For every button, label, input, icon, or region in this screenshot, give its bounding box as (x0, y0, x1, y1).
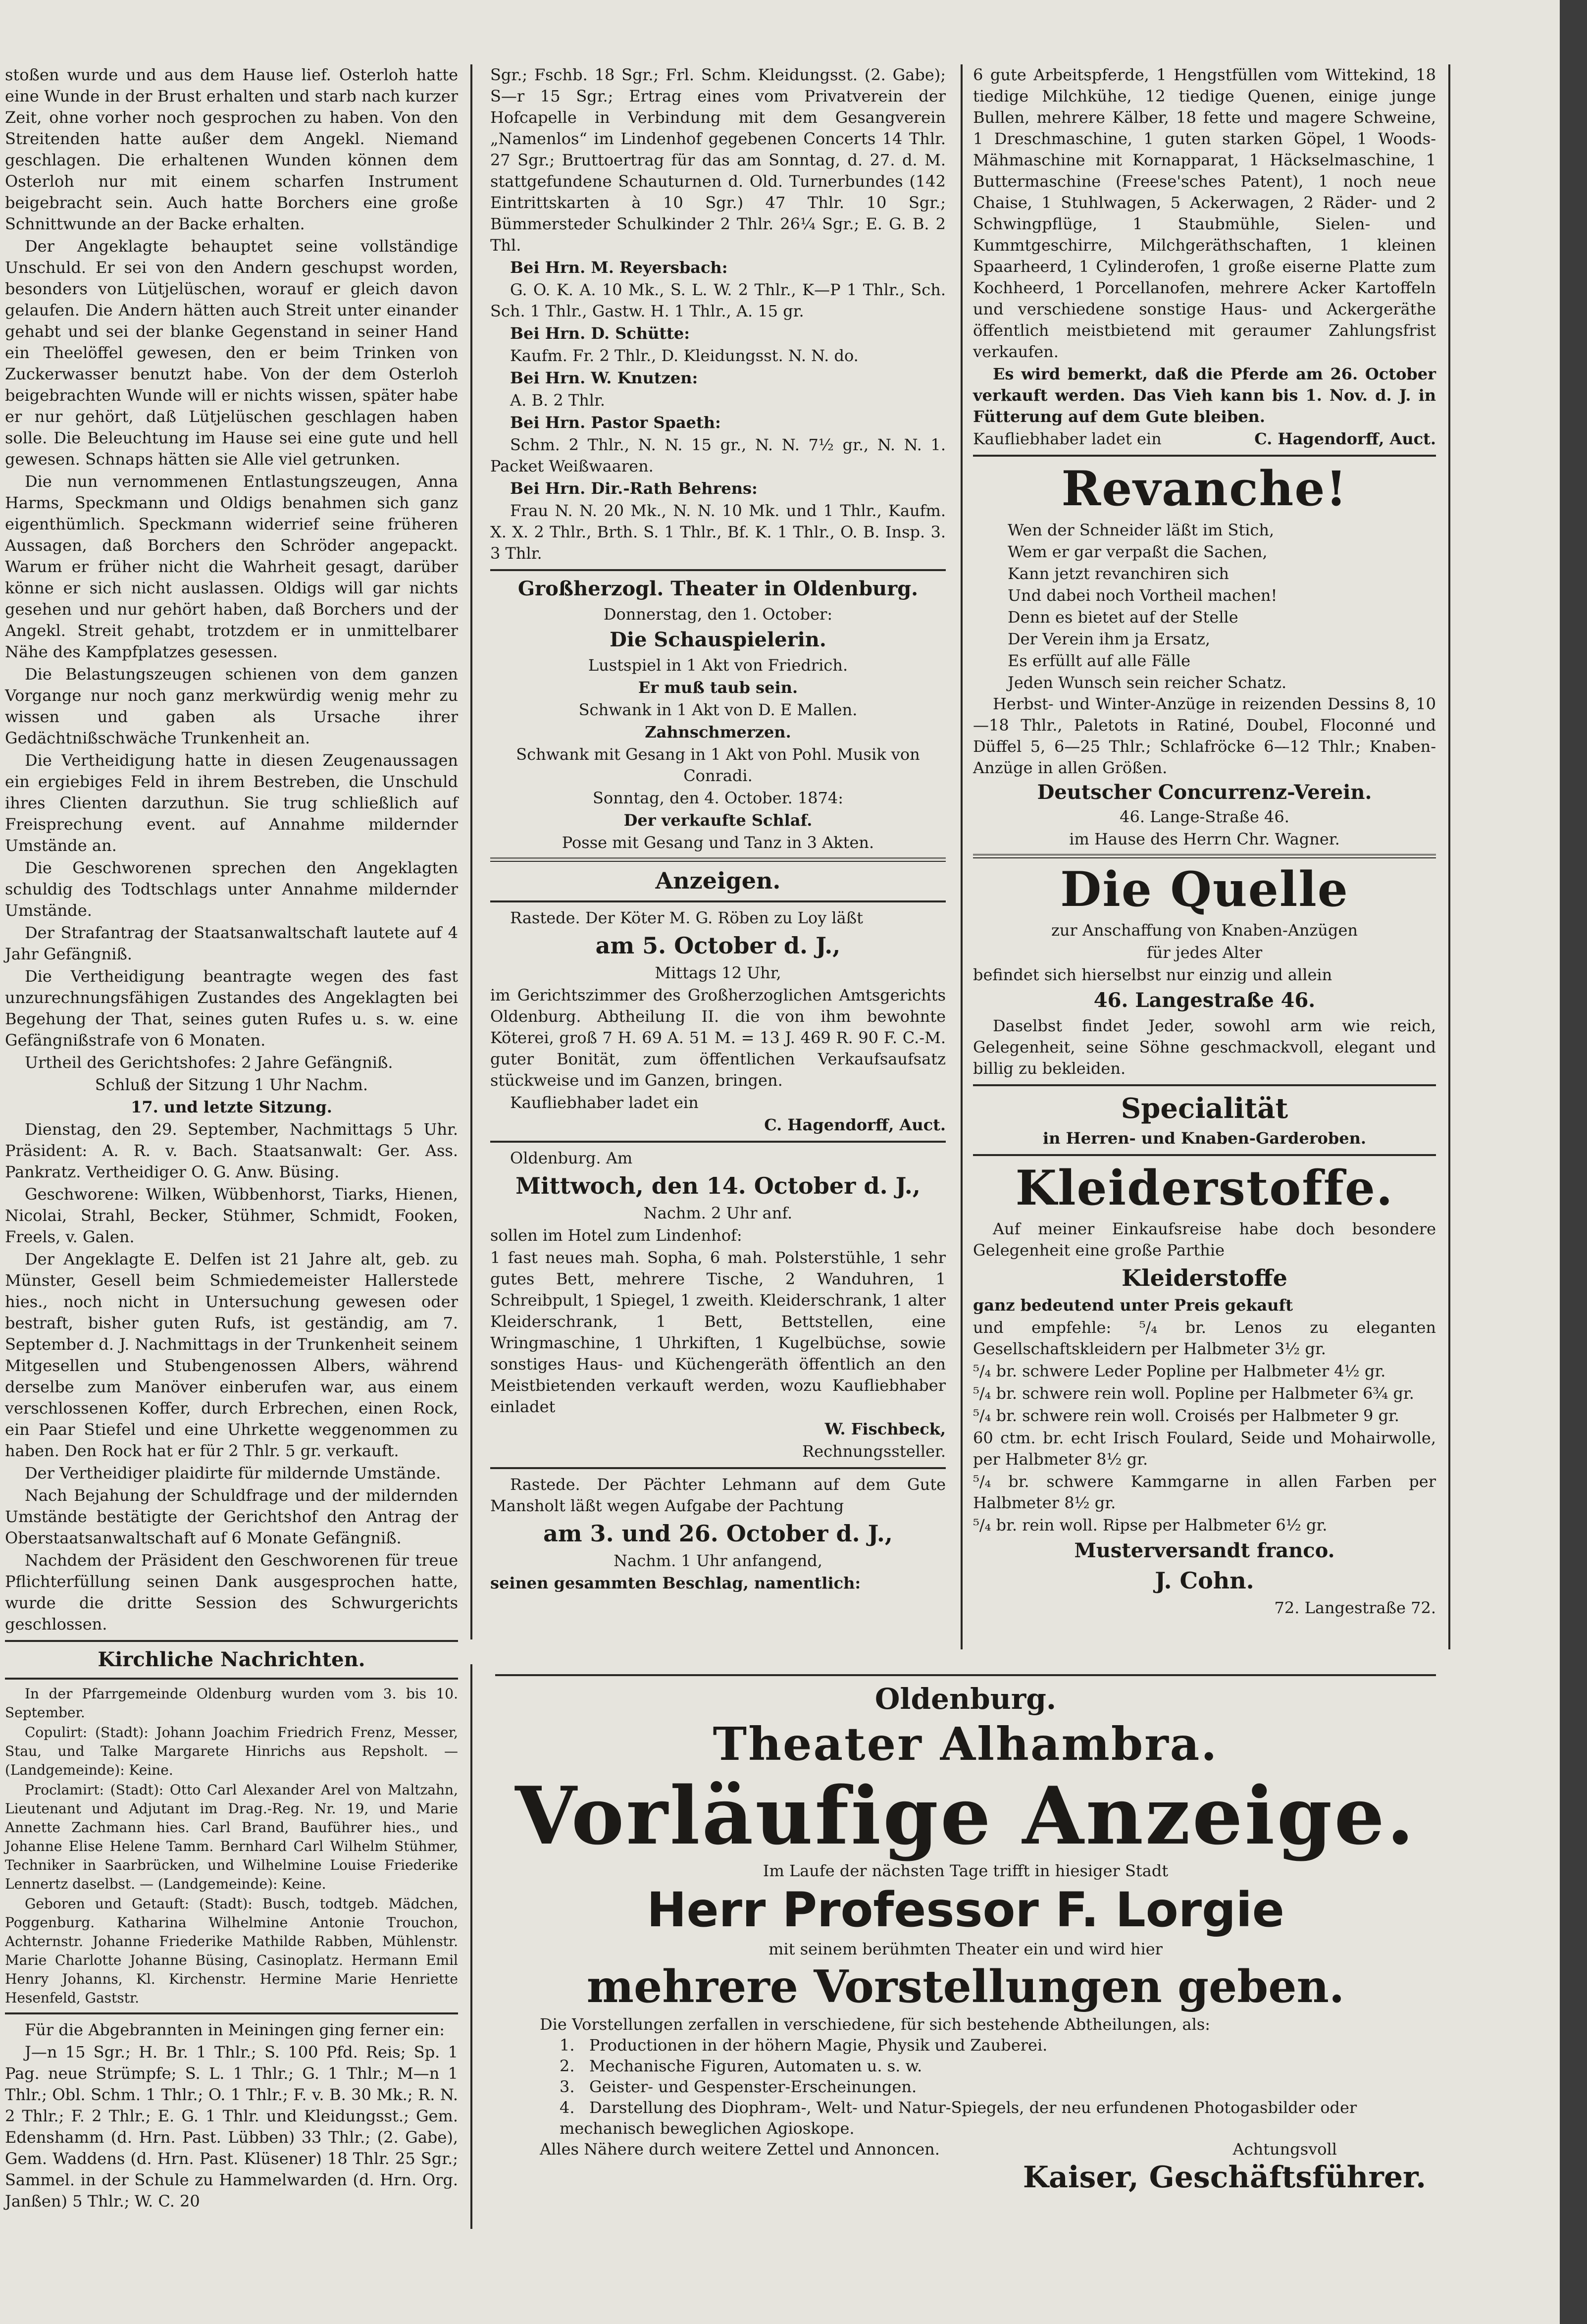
section-divider (490, 857, 946, 862)
trial-paragraph: Die Geschworenen sprechen den Angeklagten schuldig des Todtschlags unter Annahme mildernder Umstände. (5, 858, 458, 920)
fire-appeal-list: J—n 15 Sgr.; H. Br. 1 Thlr.; S. 100 Pfd. Reis; Sp. 1 Pag. neue Strümpfe; S. L. 1 Thlr.; G. 1 Thlr.; M—n 1 Thlr.; Obl. Schm. 1 Thlr.; O. 1 Thlr.; F. v. B. 30 Mk.; R. N. 2 Thlr.; F. 2 Thlr.; E. G. 1 Thlr. und Kleidungsst.; Gem. Edenshamm (d. Hrn. Past. Lübben) 33 Thlr.; (2. Gabe), Gem. Waddens (d. Hrn. Past. Klüsener) 18 Thlr. 25 Sgr.; Sammel. in der Schule zu Hammelwarden (d. Hrn. Org. Janßen) 5 Thlr.; W. C. 20 (5, 2043, 458, 2211)
ad-date: am 5. October d. J., (595, 932, 841, 959)
page-edge (1560, 0, 1587, 2324)
play-subtitle: Posse mit Gesang und Tanz in 3 Akten. (562, 833, 874, 852)
donation-paragraph: A. B. 2 Thlr. (510, 391, 605, 410)
play-title: Er muß taub sein. (638, 678, 798, 697)
item-number: 4. (560, 2098, 575, 2117)
section-divider (495, 1674, 1436, 1676)
ad-text: Herbst- und Winter-Anzüge in reizenden Dessins 8, 10—18 Thlr., Paletots in Ratiné, Doubel, Floconné und Düffel 5, 6—25 Thlr.; Schlafröcke 6—12 Thlr.; Knaben-Anzüge in allen Größen. (973, 694, 1436, 777)
donation-collector: Bei Hrn. M. Reyersbach: (510, 258, 728, 277)
item-text: Mechanische Figuren, Automaten u. s. w. (589, 2057, 922, 2075)
ad-subheadline: mehrere Vorstellungen geben. (586, 1960, 1345, 2013)
column-rule (470, 64, 472, 1639)
venue-title: Theater Alhambra. (713, 1717, 1219, 1771)
quelle-title: Die Quelle (1060, 861, 1349, 917)
church-paragraph: Geboren und Getauft: (Stadt): Busch, todtgeb. Mädchen, Poggenburg. Katharina Wilhelmine Antonie Trouchon, Achternstr. Johanne Friederike Mathilde Rabben, Mühlenstr. Marie Charlotte Johanne Büsing, Casinoplatz. Hermann Emil Henry Johanns, Kl. Kirchenstr. Hermine Marie Henriette Hesenfeld, Gaststr. (5, 1896, 458, 2006)
church-news-title: Kirchliche Nachrichten. (98, 1648, 365, 1671)
column-left (5, 64, 458, 2211)
price-item: ⁵/₄ br. schwere rein woll. Popline per Halbmeter 6¾ gr. (973, 1384, 1414, 1403)
dress-fabrics-title: Kleiderstoffe. (1015, 1160, 1394, 1216)
section-divider (973, 854, 1436, 858)
program-item (495, 2035, 1436, 2056)
ad-signature: C. Hagendorff, Auct. (1254, 429, 1436, 448)
trial-paragraph: Der Angeklagte behauptet seine vollständige Unschuld. Er sei von den Andern geschupst worden, besonders von Lütjelüschen, worauf er gleich davon gelaufen. Die Andern hätten auch Streit unter einander gehabt und sei der blanke Gegenstand in seiner Hand ein Theelöffel gewesen, den er beim Trinken von Zuckerwasser benutzt habe. Von der dem Osterloh beigebrachten Wunde will er nichts wissen, später habe er nur gehört, daß Lütjelüschen geschlagen haben solle. Die Beleuchtung im Hause sei eine gute und hell gewesen. Schnaps hätten sie Alle viel getrunken. (5, 237, 458, 469)
trial-paragraph: Urtheil des Gerichtshofes: 2 Jahre Gefängniß. (25, 1053, 393, 1072)
trial-paragraph: Geschworene: Wilken, Wübbenhorst, Tiarks, Hienen, Nicolai, Strahl, Becker, Stühmer, Schmidt, Fooken, Freels, v. Galen. (5, 1185, 458, 1246)
column-middle (490, 64, 946, 1674)
ad-regards: Achtungsvoll (1232, 2140, 1337, 2159)
church-paragraph: Proclamirt: (Stadt): Otto Carl Alexander Arel von Maltzahn, Lieutenant und Adjutant im Drag.-Reg. Nr. 19, und Marie Annette Zachmann hies. Carl Brand, Bauführer hies., und Johanne Elise Helene Tamm. Bernhard Carl Wilhelm Stühmer, Techniker in Saarbrücken, und Wilhelmine Louise Friederike Lennertz daselbst. — (Landgemeinde): Keine. (5, 1782, 458, 1892)
ad-text: sollen im Hotel zum Lindenhof: (490, 1226, 742, 1245)
ad-signature-line (973, 428, 1436, 450)
price-item: ⁵/₄ br. rein woll. Ripse per Halbmeter 6½ gr. (973, 1516, 1328, 1534)
ad-text: Rastede. Der Köter M. G. Röben zu Loy läßt (510, 908, 863, 927)
ad-text: ganz bedeutend unter Preis gekauft (973, 1296, 1293, 1315)
poem-line: Es erfüllt auf alle Fälle (1008, 651, 1191, 670)
price-item: ⁵/₄ br. schwere rein woll. Croisés per Halbmeter 9 gr. (973, 1406, 1399, 1425)
ad-text: Im Laufe der nächsten Tage trifft in hiesiger Stadt (763, 1861, 1169, 1880)
ad-signature: W. Fischbeck, (824, 1420, 946, 1438)
play-subtitle: Schwank mit Gesang in 1 Akt von Pohl. Musik von Conradi. (516, 745, 920, 785)
donation-paragraph: G. O. K. A. 10 Mk., S. L. W. 2 Thlr., K—P 1 Thlr., Sch. Sch. 1 Thlr., Gastw. H. 1 Thlr., A. 15 gr. (490, 280, 946, 320)
donation-collector: Bei Hrn. Pastor Spaeth: (510, 413, 721, 432)
price-item: und empfehle: ⁵/₄ br. Lenos zu eleganten Gesellschaftskleidern per Halbmeter 3½ gr. (973, 1318, 1436, 1358)
column-right (973, 64, 1436, 1674)
item-text: Geister- und Gespenster-Erscheinungen. (589, 2077, 917, 2096)
theatre-title: Großherzogl. Theater in Oldenburg. (517, 577, 919, 600)
section-divider (490, 569, 946, 571)
ad-text: im Gerichtszimmer des Großherzoglichen Amtsgerichts Oldenburg. Abtheilung II. die von ihm bewohnte Köterei, groß 7 H. 69 A. 51 M. = 13 J. 469 R. 90 F. C.-M. guter Bonität, zum öffentlichen Verkaufsaufsatz stückweise und im Ganzen, bringen. (490, 986, 946, 1090)
play-title: Die Schauspielerin. (610, 628, 826, 651)
trial-paragraph: Die Vertheidigung beantragte wegen des fast unzurechnungsfähigen Zustandes des Angeklagten bei Begehung der That, seines guten Rufes u. s. w. eine Gefängnißstrafe von 6 Monaten. (5, 967, 458, 1050)
session-title: 17. und letzte Sitzung. (131, 1098, 332, 1116)
column-rule (1448, 64, 1450, 1649)
section-divider (5, 1678, 458, 1680)
play-title: Zahnschmerzen. (645, 723, 791, 741)
program-item (495, 2076, 1436, 2097)
section-divider (973, 1154, 1436, 1156)
ad-text: Die Vorstellungen zerfallen in verschiedene, für sich bestehende Abtheilungen, als: (540, 2015, 1211, 2034)
merchant-name: J. Cohn. (1155, 1567, 1254, 1594)
trial-paragraph: Schluß der Sitzung 1 Uhr Nachm. (95, 1075, 368, 1094)
ad-headline: Vorläufige Anzeige. (515, 1769, 1416, 1862)
price-item: 60 ctm. br. echt Irisch Foulard, Seide und Mohairwolle, per Halbmeter 8½ gr. (973, 1428, 1436, 1469)
poem-line: Wen der Schneider läßt im Stich, (1008, 521, 1275, 539)
section-divider (5, 2012, 458, 2014)
firm-address: 46. Lange-Straße 46. (1120, 807, 1289, 826)
ad-date: Mittwoch, den 14. October d. J., (515, 1172, 921, 1199)
price-item: ⁵/₄ br. schwere Kammgarne in allen Farben per Halbmeter 8½ gr. (973, 1472, 1436, 1512)
section-divider (5, 1640, 458, 1642)
ad-signature: C. Hagendorff, Auct. (764, 1115, 946, 1134)
ad-text: mit seinem berühmten Theater ein und wird hier (768, 1940, 1163, 1958)
ad-date: am 3. und 26. October d. J., (543, 1520, 893, 1547)
merchant-address: 72. Langestraße 72. (1274, 1598, 1436, 1617)
section-divider (490, 1467, 946, 1469)
ad-text: Rastede. Der Pächter Lehmann auf dem Gute Mansholt läßt wegen Aufgabe der Pachtung (490, 1475, 946, 1515)
ad-text: Oldenburg. Am (510, 1149, 633, 1167)
donation-collector: Bei Hrn. Dir.-Rath Behrens: (510, 479, 758, 498)
column-rule (470, 1664, 472, 2229)
trial-paragraph: Nach Bejahung der Schuldfrage und der mildernden Umstände bestätigte der Gerichtshof den Antrag der Oberstaatsanwaltschaft auf 6 Monate Gefängniß. (5, 1486, 458, 1547)
program-item (495, 2097, 1436, 2139)
poem-line: Der Verein ihm ja Ersatz, (1008, 630, 1210, 648)
address-heading: 46. Langestraße 46. (1093, 989, 1316, 1012)
poem-line: Und dabei noch Vortheil machen! (1008, 586, 1278, 605)
ad-text: befindet sich hierselbst nur einzig und allein (973, 965, 1332, 984)
trial-paragraph: Die Belastungszeugen schienen von dem ganzen Vorgange nur noch ganz merkwürdig wenig mehr zu wissen und gaben als Ursache ihrer Gedächtnißschwäche Trunkenheit an. (5, 665, 458, 747)
alhambra-advertisement (495, 1669, 1436, 2224)
firm-address: im Hause des Herrn Chr. Wagner. (1069, 830, 1340, 848)
ad-text: 6 gute Arbeitspferde, 1 Hengstfüllen vom Wittekind, 18 tiedige Milchkühe, 12 tiedige Quenen, einige junge Bullen, mehrere Kälber, 18 fette und magere Schweine, 1 Dreschmaschine, 1 guten starken Göpel, 1 Woods-Mähmaschine mit Kornapparat, 1 Häckselmaschine, 1 Buttermaschine (Freese'sches Patent), 1 noch neue Chaise, 1 Stuhlwagen, 5 Ackerwagen, 2 Räder- und 2 Schwingpflüge, 1 Staubmühle, Sielen- und Kummtgeschirre, Milchgeräthschaften, 1 kleinen Spaarheerd, 1 Cylinderofen, 1 große eiserne Platte zum Kochheerd, 1 Porcellanofen, mehrere Acker Kartoffeln und verschiedene sonstige Haus- und Ackergeräthe öffentlich meistbietend mit geraumer Zahlungsfrist verkaufen. (973, 65, 1436, 361)
poem-line: Wem er gar verpaßt die Sachen, (1008, 542, 1268, 561)
fire-appeal-heading: Für die Abgebrannten in Meiningen ging ferner ein: (25, 2020, 445, 2039)
ad-city: Oldenburg. (874, 1682, 1057, 1716)
trial-paragraph: Nachdem der Präsident den Geschworenen für treue Pflichterfüllung seinen Dank ausgesprochen hatte, wurde die dritte Session des Schwurgerichts geschlossen. (5, 1551, 458, 1634)
ad-note: Es wird bemerkt, daß die Pferde am 26. October verkauft werden. Das Vieh kann bis 1. Nov. d. J. in Fütterung auf dem Gute bleiben. (973, 365, 1436, 426)
poem-line: Denn es bietet auf der Stelle (1008, 608, 1238, 627)
item-text: Darstellung des Diophram-, Welt- und Natur-Spiegels, der neu erfundenen Photogasbilder oder mechanisch beweglichen Agioskope. (560, 2098, 1357, 2138)
poem-line: Kann jetzt revanchiren sich (1008, 564, 1229, 583)
ad-text: Daselbst findet Jeder, sowohl arm wie reich, Gelegenheit, seine Söhne geschmackvoll, elegant und billig zu bekleiden. (973, 1016, 1436, 1078)
ads-title: Anzeigen. (655, 867, 781, 894)
donation-paragraph: Sgr.; Fschb. 18 Sgr.; Frl. Schm. Kleidungsst. (2. Gabe); S—r 15 Sgr.; Ertrag eines vom Privatverein der Hofcapelle in Verbindung mit dem Gesangverein „Namenlos“ im Lindenhof gegebenen Concerts 14 Thlr. 27 Sgr.; Bruttoertrag für das am Sonntag, d. 27. d. M. stattgefundene Schauturnen d. Old. Turnerbundes (142 Eintrittskarten à 10 Sgr.) 47 Thlr. 10 Sgr.; Bümmersteder Schulkinder 2 Thlr. 26¼ Sgr.; E. G. B. 2 Thl. (490, 65, 946, 255)
section-divider (490, 900, 946, 902)
theatre-date: Donnerstag, den 1. October: (603, 605, 833, 624)
ad-text: Auf meiner Einkaufsreise habe doch besondere Gelegenheit eine große Parthie (973, 1219, 1436, 1260)
performer-name: Herr Professor F. Lorgie (647, 1882, 1284, 1938)
trial-paragraph: Der Strafantrag der Staatsanwaltschaft lautete auf 4 Jahr Gefängniß. (5, 923, 458, 963)
revanche-title: Revanche! (1061, 461, 1348, 517)
section-divider (973, 455, 1436, 457)
item-number: 2. (560, 2057, 575, 2075)
donation-collector: Bei Hrn. D. Schütte: (510, 324, 690, 343)
ad-text: 1 fast neues mah. Sopha, 6 mah. Polsterstühle, 1 sehr gutes Bett, mehrere Tische, 2 Wanduhren, 1 Schreibpult, 1 Spiegel, 1 zweith. Kleiderschrank, 1 alter Kleiderschrank, 1 Bett, Bettstellen, eine Wringmaschine, 1 Uhrkiften, 1 Kugelbüchse, sowie sonstiges Haus- und Küchengeräth öffentlich an den Meistbietenden verkauft werden, wozu Kaufliebhaber einladet (490, 1248, 946, 1416)
ad-text: seinen gesammten Beschlag, namentlich: (490, 1574, 861, 1592)
ad-invite: Kaufliebhaber ladet ein (973, 429, 1162, 448)
ad-footnote (495, 2139, 1436, 2160)
poem-line: Jeden Wunsch sein reicher Schatz. (1008, 673, 1287, 692)
ad-signature-role: Rechnungssteller. (802, 1442, 946, 1461)
specialty-title: Specialität (1121, 1092, 1288, 1125)
trial-paragraph: Der Angeklagte E. Delfen ist 21 Jahre alt, geb. zu Münster, Gesell beim Schmiedemeister Hallerstede hies., noch nicht in Untersuchung gewesen oder bestraft, bisher guten Rufs, ist geständig, am 7. September d. J. Nachmittags in der Trunkenheit seinem Mitgesellen und Stubengenossen Albers, während derselbe zum Manöver einberufen war, aus einem verschlossenen Koffer, durch Erbrechen, einen Rock, ein Paar Stiefel und eine Uhrkette weggenommen zu haben. Den Rock hat er für 2 Thlr. 5 gr. verkauft. (5, 1250, 458, 1460)
play-title: Der verkaufte Schlaf. (623, 811, 813, 830)
theatre-date: Sonntag, den 4. October. 1874: (592, 789, 844, 807)
column-rule (961, 64, 963, 1649)
trial-paragraph: Dienstag, den 29. September, Nachmittags 5 Uhr. Präsident: A. R. v. Bach. Staatsanwalt: Ger. Ass. Pankratz. Vertheidiger O. G. Anw. Büsing. (5, 1120, 458, 1181)
section-divider (490, 1141, 946, 1143)
play-subtitle: Schwank in 1 Akt von D. E Mallen. (578, 700, 858, 719)
play-subtitle: Lustspiel in 1 Akt von Friedrich. (588, 656, 848, 675)
ad-text: zur Anschaffung von Knaben-Anzügen (1051, 921, 1358, 940)
donation-paragraph: Schm. 2 Thlr., N. N. 15 gr., N. N. 7½ gr., N. N. 1. Packet Weißwaaren. (490, 435, 946, 475)
donation-paragraph: Frau N. N. 20 Mk., N. N. 10 Mk. und 1 Thlr., Kaufm. X. X. 2 Thlr., Brth. S. 1 Thlr., Bf. K. 1 Thlr., O. B. Insp. 3. 3 Thlr. (490, 501, 946, 563)
trial-paragraph: Der Vertheidiger plaidirte für mildernde Umstände. (25, 1464, 441, 1482)
ad-time: Mittags 12 Uhr, (655, 963, 781, 982)
ad-signer: Kaiser, Geschäftsführer. (1023, 2160, 1426, 2195)
item-text: Productionen in der höhern Magie, Physik und Zauberei. (589, 2036, 1048, 2055)
item-number: 3. (560, 2077, 575, 2096)
ad-text: Kaufliebhaber ladet ein (510, 1093, 699, 1112)
ad-time: Nachm. 1 Uhr anfangend, (614, 1551, 822, 1570)
trial-paragraph: stoßen wurde und aus dem Hause lief. Osterloh hatte eine Wunde in der Brust erhalten und starb nach kurzer Zeit, ohne vorher noch gesprochen zu haben. Von den Streitenden hatte außer dem Angekl. Niemand geschlagen. Die erhaltenen Wunden können dem Osterloh nur mit einem scharfen Instrument beigebracht sein. Auch hatte Borchers eine große Schnittwunde an der Backe erhalten. (5, 65, 458, 233)
ad-time: Nachm. 2 Uhr anf. (643, 1204, 793, 1222)
church-paragraph: Copulirt: (Stadt): Johann Joachim Friedrich Frenz, Messer, Stau, und Talke Margarete Hinrichs aus Repsholt. — (Landgemeinde): Keine. (5, 1724, 458, 1778)
firm-name: Deutscher Concurrenz-Verein. (1037, 781, 1372, 804)
trial-paragraph: Die Vertheidigung hatte in diesen Zeugenaussagen ein ergiebiges Feld in ihrem Bestreben, die Unschuld ihres Clienten darzuthun. Sie trug schließlich auf Freisprechung event. auf Annahme mildernder Umstände an. (5, 751, 458, 855)
trial-paragraph: Die nun vernommenen Entlastungszeugen, Anna Harms, Speckmann und Oldigs benahmen sich ganz eigenthümlich. Speckmann widerrief seine früheren Aussagen, daß Borchers den Schröder angepackt. Warum er früher nicht die Wahrheit gesagt, darüber könne er sich nicht auslassen. Oldigs will gar nichts gesehen und nur gehört haben, daß Borchers und der Angekl. Streit gehabt, trotzdem er in unmittelbarer Nähe des Kampfplatzes gesessen. (5, 472, 458, 661)
sample-shipping: Musterversandt franco. (1074, 1539, 1335, 1562)
price-item: ⁵/₄ br. schwere Leder Popline per Halbmeter 4½ gr. (973, 1362, 1386, 1380)
item-number: 1. (560, 2036, 575, 2055)
donation-paragraph: Kaufm. Fr. 2 Thlr., D. Kleidungsst. N. N. do. (510, 346, 859, 365)
ad-subtitle: Kleiderstoffe (1122, 1265, 1287, 1291)
program-item (495, 2056, 1436, 2076)
donation-collector: Bei Hrn. W. Knutzen: (510, 369, 698, 387)
section-divider (973, 1084, 1436, 1086)
ad-more-info: Alles Nähere durch weitere Zettel und Annoncen. (540, 2140, 940, 2159)
ad-text: für jedes Alter (1146, 943, 1263, 962)
church-paragraph: In der Pfarrgemeinde Oldenburg wurden vom 3. bis 10. September. (5, 1686, 458, 1721)
specialty-subtitle: in Herren- und Knaben-Garderoben. (1042, 1129, 1367, 1148)
